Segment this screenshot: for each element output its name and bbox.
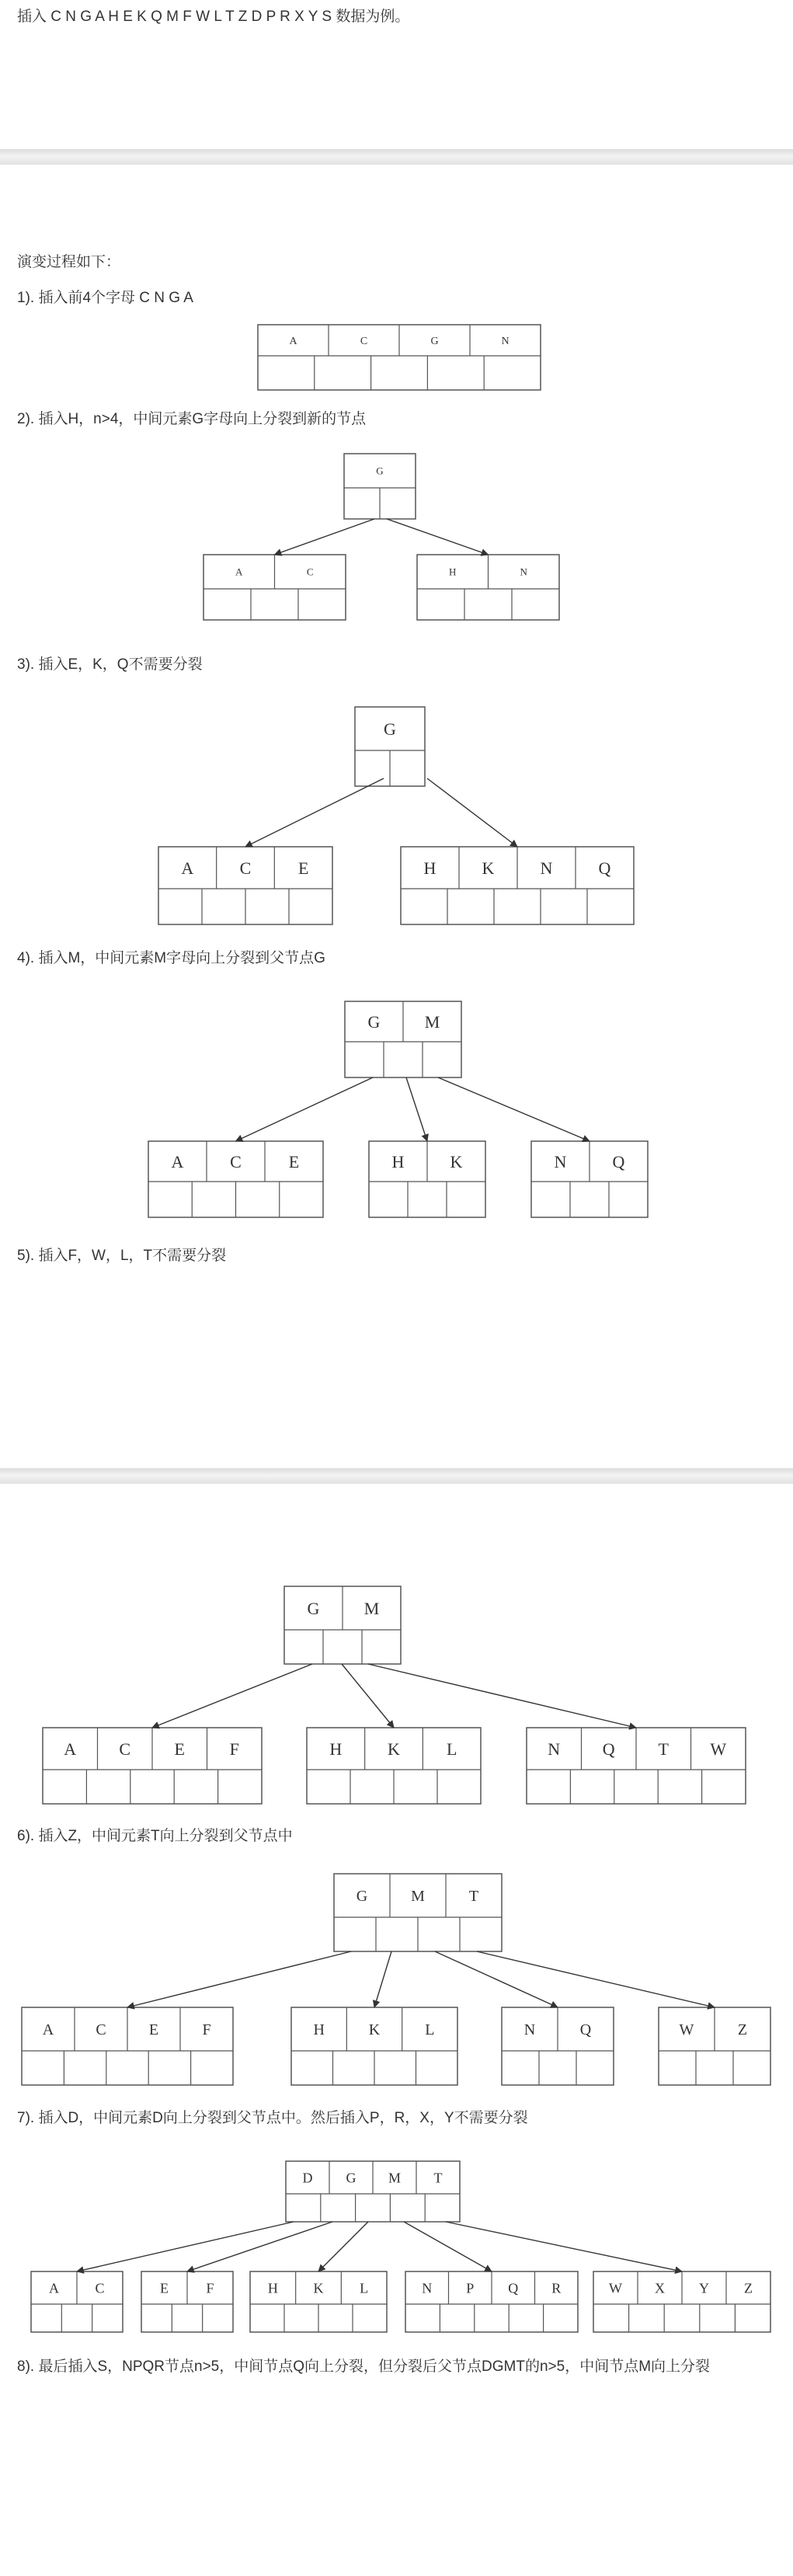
key-e: E xyxy=(174,1739,185,1759)
pointer-arrow xyxy=(127,1951,351,2007)
key-q: Q xyxy=(579,2021,592,2039)
step-4-text: 4). 插入M，中间元素M字母向上分裂到父节点G xyxy=(17,950,325,966)
process-heading: 演变过程如下： xyxy=(17,254,121,270)
child-node xyxy=(307,1728,481,1804)
key-g: G xyxy=(367,1011,381,1032)
key-g: G xyxy=(376,465,384,477)
pointer-arrow xyxy=(387,519,489,555)
key-t: T xyxy=(468,1888,479,1906)
child-node xyxy=(148,1141,323,1217)
key-k: K xyxy=(482,858,495,878)
btree-step-7 xyxy=(31,2161,770,2332)
key-q: Q xyxy=(598,858,611,878)
step-8-text: 8). 最后插入S，NPQR节点n>5，中间节点Q向上分裂，但分裂后父节点DGMT的n>5，中间节点M向上分裂 xyxy=(17,2358,711,2375)
step-1-text: 1). 插入前4个字母 C N G A xyxy=(17,290,193,306)
key-a: A xyxy=(49,2280,59,2296)
key-g: G xyxy=(356,1888,368,1906)
key-n: N xyxy=(523,2021,536,2039)
child-node xyxy=(203,555,346,620)
child-node xyxy=(417,555,559,620)
key-n: N xyxy=(540,858,553,878)
pointer-arrow xyxy=(435,1951,558,2007)
btree-step-5 xyxy=(43,1586,746,1804)
child-node xyxy=(502,2007,614,2085)
pointer-arrow xyxy=(404,2222,492,2271)
root-node xyxy=(284,1586,401,1664)
child-node xyxy=(43,1728,262,1804)
key-h: H xyxy=(391,1151,405,1171)
key-c: C xyxy=(360,336,368,348)
key-p: P xyxy=(466,2280,475,2296)
pointer-arrow xyxy=(152,1664,312,1728)
pointer-arrow xyxy=(427,778,517,847)
key-k: K xyxy=(388,1739,400,1759)
child-node xyxy=(250,2271,387,2332)
step-2-text: 2). 插入H，n>4，中间元素G字母向上分裂到新的节点 xyxy=(17,411,367,427)
pointer-arrow xyxy=(374,1951,391,2007)
key-e: E xyxy=(160,2280,169,2296)
key-g: G xyxy=(307,1598,320,1618)
key-h: H xyxy=(423,858,436,878)
key-m: M xyxy=(424,1011,440,1032)
key-a: A xyxy=(235,566,243,578)
key-n: N xyxy=(548,1739,561,1759)
pointer-arrow xyxy=(318,2222,368,2271)
btree-step-2 xyxy=(203,454,559,620)
key-a: A xyxy=(171,1151,184,1171)
child-node xyxy=(405,2271,578,2332)
pointer-arrow xyxy=(438,1077,590,1141)
root-node xyxy=(344,454,416,519)
key-m: M xyxy=(411,1888,425,1906)
key-c: C xyxy=(306,566,314,578)
child-node xyxy=(291,2007,457,2085)
key-a: A xyxy=(42,2021,54,2039)
intro-text: 插入 C N G A H E K Q M F W L T Z D P R X Y S 数据为例。 xyxy=(17,9,410,25)
key-e: E xyxy=(297,858,309,878)
btree-step-6 xyxy=(22,1874,770,2085)
btree-step-1 xyxy=(258,325,541,390)
child-node xyxy=(659,2007,770,2085)
key-a: A xyxy=(181,858,194,878)
key-l: L xyxy=(425,2021,435,2039)
key-n: N xyxy=(422,2280,433,2296)
key-h: H xyxy=(329,1739,343,1759)
key-w: W xyxy=(679,2021,694,2039)
pointer-arrow xyxy=(342,1664,394,1728)
child-node xyxy=(22,2007,233,2085)
key-n: N xyxy=(520,566,527,578)
key-w: W xyxy=(609,2280,622,2296)
key-n: N xyxy=(501,336,510,348)
root-node xyxy=(258,325,541,390)
pointer-arrow xyxy=(236,1077,374,1141)
key-z: Z xyxy=(737,2021,748,2039)
key-w: W xyxy=(710,1739,727,1759)
pointer-arrow xyxy=(275,519,375,555)
child-node xyxy=(401,847,634,924)
key-g: G xyxy=(384,719,396,739)
key-c: C xyxy=(239,858,252,878)
child-node xyxy=(531,1141,648,1217)
key-f: F xyxy=(229,1739,239,1759)
key-c: C xyxy=(96,2021,106,2039)
key-k: K xyxy=(450,1151,463,1171)
key-m: M xyxy=(363,1598,380,1618)
key-x: X xyxy=(655,2280,665,2296)
pointer-arrow xyxy=(446,2222,682,2271)
key-h: H xyxy=(313,2021,325,2039)
child-node xyxy=(527,1728,746,1804)
step-5-text: 5). 插入F，W，L，T不需要分裂 xyxy=(17,1248,227,1264)
key-g: G xyxy=(430,336,439,348)
pointer-arrow xyxy=(477,1951,715,2007)
key-z: Z xyxy=(744,2280,753,2296)
key-n: N xyxy=(554,1151,567,1171)
key-k: K xyxy=(313,2280,324,2296)
step-7-text: 7). 插入D，中间元素D向上分裂到父节点中。然后插入P，R，X，Y不需要分裂 xyxy=(17,2110,528,2126)
btree-step-3 xyxy=(158,707,634,924)
child-node xyxy=(369,1141,485,1217)
child-node xyxy=(31,2271,123,2332)
key-c: C xyxy=(119,1739,131,1759)
key-e: E xyxy=(288,1151,300,1171)
pointer-arrow xyxy=(245,778,384,847)
key-c: C xyxy=(95,2280,105,2296)
root-node xyxy=(345,1001,461,1077)
btree-step-4 xyxy=(148,1001,648,1217)
key-f: F xyxy=(202,2021,211,2039)
pointer-arrow xyxy=(368,1664,636,1728)
key-g: G xyxy=(346,2170,357,2186)
key-a: A xyxy=(289,336,297,348)
key-f: F xyxy=(206,2280,214,2296)
key-t: T xyxy=(433,2170,443,2186)
root-node xyxy=(334,1874,502,1951)
child-node xyxy=(158,847,332,924)
key-a: A xyxy=(64,1739,77,1759)
key-h: H xyxy=(449,566,457,578)
key-m: M xyxy=(388,2170,402,2186)
step-3-text: 3). 插入E，K，Q不需要分裂 xyxy=(17,656,203,673)
key-q: Q xyxy=(612,1151,625,1171)
key-l: L xyxy=(446,1739,457,1759)
key-c: C xyxy=(230,1151,242,1171)
key-l: L xyxy=(360,2280,369,2296)
key-e: E xyxy=(148,2021,159,2039)
key-r: R xyxy=(551,2280,562,2296)
key-q: Q xyxy=(508,2280,519,2296)
key-q: Q xyxy=(602,1739,615,1759)
child-node xyxy=(141,2271,233,2332)
key-y: Y xyxy=(699,2280,709,2296)
child-node xyxy=(593,2271,770,2332)
root-node xyxy=(355,707,425,786)
step-6-text: 6). 插入Z，中间元素T向上分裂到父节点中 xyxy=(17,1828,293,1844)
root-node xyxy=(286,2161,460,2222)
key-k: K xyxy=(368,2021,381,2039)
key-t: T xyxy=(658,1739,669,1759)
pointer-arrow xyxy=(406,1077,427,1141)
key-d: D xyxy=(302,2170,313,2186)
key-h: H xyxy=(267,2280,278,2296)
